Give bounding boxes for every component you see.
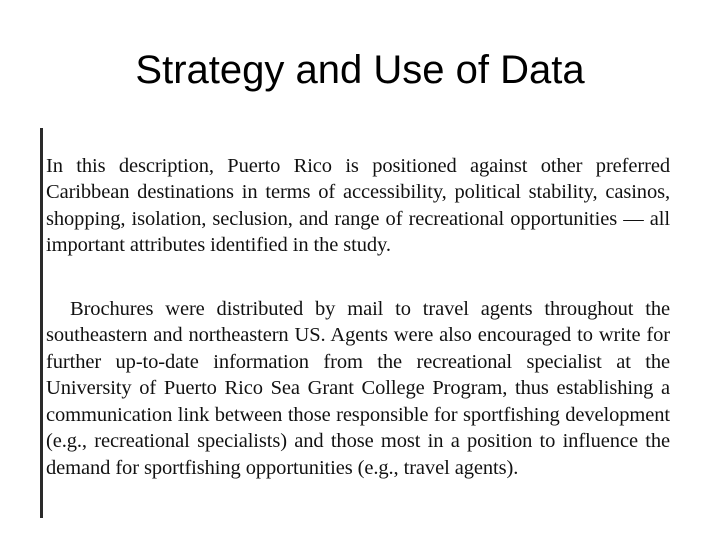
- scanned-text-excerpt: [40, 128, 680, 520]
- scan-border-line: [40, 128, 43, 518]
- slide-title: Strategy and Use of Data: [135, 48, 585, 92]
- excerpt-paragraph-2: Brochures were distributed by mail to travel agents throughout the southeastern and northeastern US. Agents were also encouraged to write for further up-to-date information from the recreational specialist at the University of Puerto Rico Sea Grant College Program, thus establishing a communication link between those responsible for sportfishing development (e.g., recreational specialists) and those most in a position to influence the demand for sportfishing opportunities (e.g., travel agents).: [46, 297, 670, 479]
- excerpt-paragraph-1: In this description, Puerto Rico is positioned against other preferred Caribbean destinations in terms of accessibility, political stability, casinos, shopping, isolation, seclusion, and range of recreational opportunities — all important attributes identified in the study.: [46, 154, 670, 256]
